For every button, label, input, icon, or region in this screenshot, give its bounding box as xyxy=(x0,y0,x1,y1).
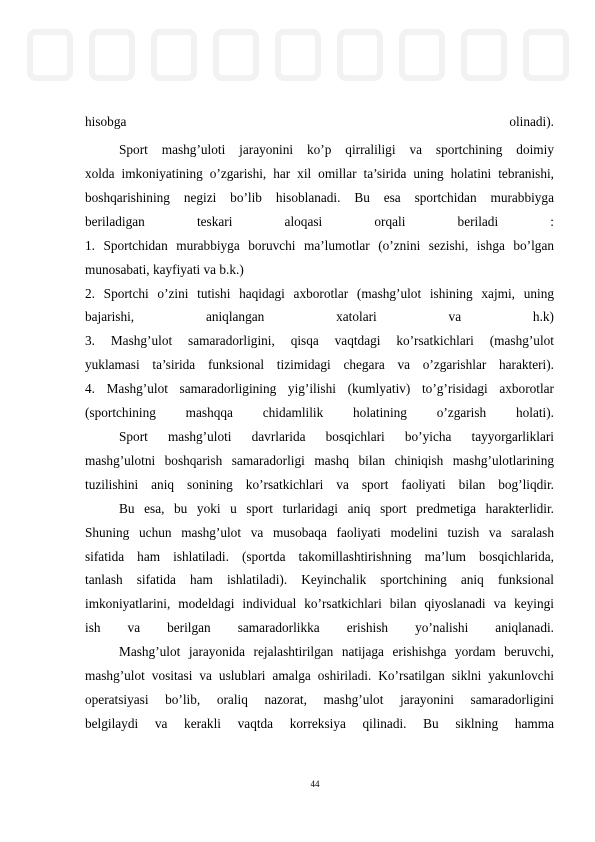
text-line: yuklamasi ta’sirida funksional tizimidagi chegara va o’zgarishlar harakteri). xyxy=(85,357,554,372)
text-line: Sport mashg’uloti jarayonini ko’p qirraliligi va sportchining doimiy xyxy=(119,142,554,157)
text-line: operatsiyasi bo’lib, oraliq nazorat, mashg’ulot jarayonini samaradorligini xyxy=(85,692,554,707)
text-line: 1. Sportchidan murabbiyga boruvchi ma’lumotlar (o’znini sezishi, ishga bo’lgan xyxy=(85,238,554,253)
text-line: xolda imkoniyatining o’zgarishi, har xil omillar ta’sirida uning holatini tebranishi, xyxy=(85,166,554,181)
text-line: belgilaydi va kerakli vaqtda korreksiya qilinadi. Bu siklning hamma xyxy=(85,716,554,731)
text-line: mashg’ulot vositasi va uslublari amalga oshiriladi. Ko’rsatilgan siklni yakunlovchi xyxy=(85,668,554,683)
text-line: ish va berilgan samaradorlikka erishish yo’nalishi aniqlanadi. xyxy=(85,620,554,635)
text-line: 4. Mashg’ulot samaradorligining yig’ilishi (kumlyativ) to’g’risidagi axborotlar xyxy=(85,381,554,396)
text-line: (sportchining mashqqa chidamlilik holatining o’zgarish holati). xyxy=(85,405,554,420)
watermark-logo xyxy=(20,18,575,98)
text-line: imkoniyatlarini, modeldagi individual ko’rsatkichlari bilan qiyoslanadi va keyingi xyxy=(85,596,554,611)
text-line: mashg’ulotni boshqarish samaradorligi mashq bilan chiniqish mashg’ulotlarining xyxy=(85,453,554,468)
text-line: tuzilishini aniq sonining ko’rsatkichlari va sport faoliyati bilan bog’liqdir. xyxy=(85,477,554,492)
text-line: Mashg’ulot jarayonida rejalashtirilgan natijaga erishishga yordam beruvchi, xyxy=(119,644,554,659)
text-line: 2. Sportchi o’zini tutishi haqidagi axborotlar (mashg’ulot ishining xajmi, uning xyxy=(85,286,554,301)
text-line: Shuning uchun mashg’ulot va musobaqa faoliyati modelini tuzish va saralash xyxy=(85,525,554,540)
page-number: 44 xyxy=(310,779,320,789)
text-line: munosabati, kayfiyati va b.k.) xyxy=(85,262,244,277)
text-line: tanlash sifatida ham ishlatiladi). Keyinchalik sportchining aniq funksional xyxy=(85,572,554,587)
text-line: Sport mashg’uloti davrlarida bosqichlari bo’yicha tayyorgarliklari xyxy=(119,429,554,444)
text-line: 3. Mashg’ulot samaradorligini, qisqa vaqtdagi ko’rsatkichlari (mashg’ulot xyxy=(85,333,554,348)
text-line: hisobga olinadi). xyxy=(85,114,554,129)
text-line: boshqarishining negizi bo’lib hisoblanadi. Bu esa sportchidan murabbiyga xyxy=(85,190,554,205)
text-line: sifatida ham ishlatiladi. (sportda takomillashtirishning ma’lum bosqichlarida, xyxy=(85,549,554,564)
text-line: beriladigan teskari aloqasi orqali beriladi : xyxy=(85,214,554,229)
text-line: Bu esa, bu yoki u sport turlaridagi aniq sport predmetiga harakterlidir. xyxy=(119,501,554,516)
text-line: bajarishi, aniqlangan xatolari va h.k) xyxy=(85,309,554,324)
